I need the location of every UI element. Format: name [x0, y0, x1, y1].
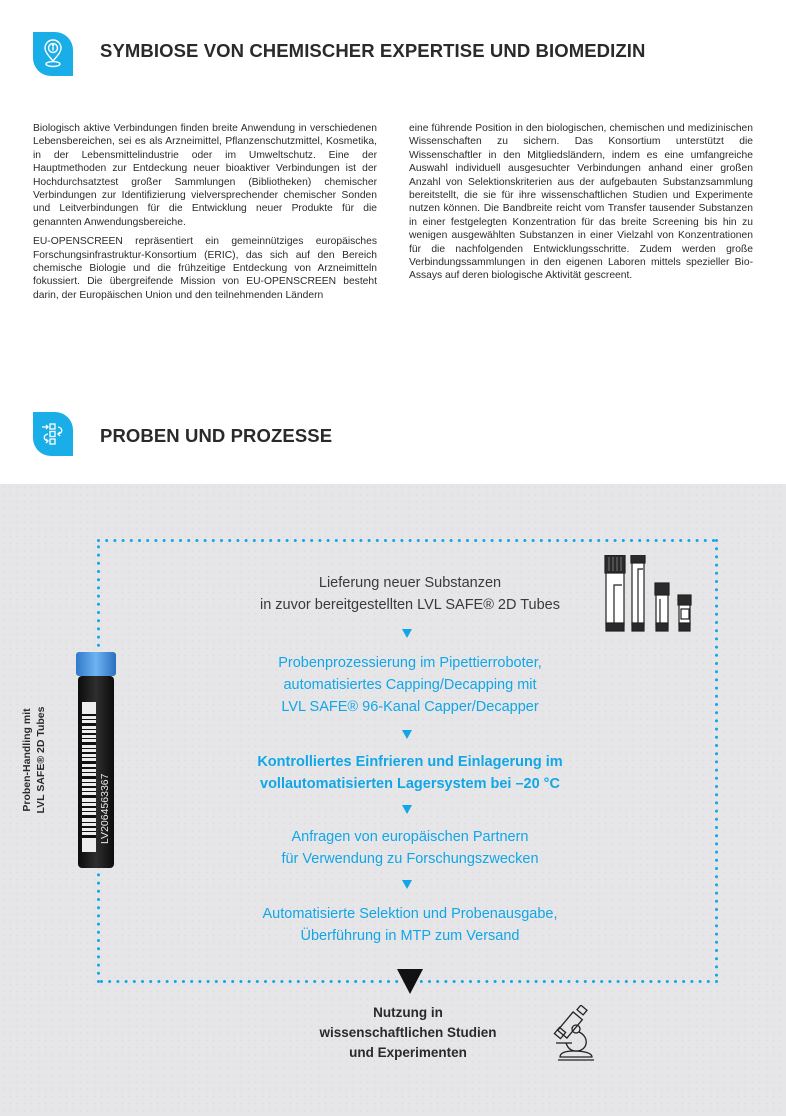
- flow-step-delivery: [180, 572, 640, 616]
- microscope-icon: [552, 1005, 598, 1063]
- step-line: für Verwendung zu Forschungszwecken: [281, 851, 539, 867]
- text-column-right: [409, 122, 753, 289]
- side-label-line: LVL SAFE® 2D Tubes: [35, 706, 47, 814]
- final-usage-text: [280, 1003, 536, 1063]
- step-line: Automatisierte Selektion und Probenausgabe,: [262, 906, 558, 922]
- step-line: Lieferung neuer Substanzen: [318, 575, 502, 591]
- flow-arrow-icon: [402, 880, 412, 889]
- tube-barcode-text: LV2064563367: [99, 773, 111, 844]
- flow-step-processing: [180, 652, 640, 718]
- flow-step-freezing: [180, 751, 640, 795]
- output-arrow-icon: [397, 969, 423, 994]
- section-title-proben: PROBEN UND PROZESSE: [100, 425, 333, 446]
- step-line: vollautomatisierten Lagersystem bei –20 °C: [260, 776, 560, 792]
- section-title-symbiose: SYMBIOSE VON CHEMISCHER EXPERTISE UND BIOMEDIZIN: [100, 40, 646, 61]
- flow-arrow-icon: [402, 730, 412, 739]
- text-column-left: [33, 122, 377, 308]
- flow-step-selection: [180, 903, 640, 947]
- step-line: LVL SAFE® 96-Kanal Capper/Decapper: [281, 699, 539, 715]
- flow-arrow-icon: [402, 805, 412, 814]
- sample-tube-image: [74, 652, 122, 870]
- paragraph: eine führende Position in den biologischen, chemischen und medizinischen Wissenschaften zu sichern. Das Konsortium unterstützt die Wissenschaftler in den Mitgliedsländern, indem es eine umfangreiche Auswahl individuell ausgesuchter Verbindungen anhand einer großen Anzahl von Selektionskriterien aus der aufgebauten Substanzsammlung bereitstellt, die sie für ihre wissenschaftlichen Studien und Experimente nutzen können. Die Bandbreite reicht vom Transfer tausender Substanzen in einer festgelegten Konzentration für das breite Screening bis hin zu wenigen ausgewählten Substanzen in einer Vielzahl von Konzentrationen für die nachfolgenden Entwicklungsschritte. Zudem werden große Verbindungssammlungen in den eigenen Laboren mittels spezieller Bio-Assays auf deren biologische Aktivität gescreent.: [409, 123, 753, 282]
- side-label-line: Proben-Handling mit: [21, 708, 33, 812]
- process-flow-icon: [33, 412, 73, 456]
- side-label-proben-handling: [20, 707, 48, 814]
- flow-step-requests: [180, 826, 640, 870]
- step-line: Kontrolliertes Einfrieren und Einlagerung im: [257, 754, 563, 770]
- step-line: Anfragen von europäischen Partnern: [291, 829, 529, 845]
- final-line: wissenschaftlichen Studien: [319, 1025, 497, 1040]
- step-line: in zuvor bereitgestellten LVL SAFE® 2D Tubes: [259, 597, 561, 613]
- step-line: Probenprozessierung im Pipettierroboter,: [278, 655, 542, 671]
- location-info-icon: [33, 32, 73, 76]
- step-line: Überführung in MTP zum Versand: [300, 928, 520, 944]
- final-line: Nutzung in: [373, 1005, 443, 1020]
- final-line: und Experimenten: [349, 1045, 467, 1060]
- step-line: automatisiertes Capping/Decapping mit: [283, 677, 537, 693]
- paragraph: Biologisch aktive Verbindungen finden breite Anwendung in verschiedenen Lebensbereichen, sei es als Arzneimittel, Pflanzenschutzmittel, Kosmetika, in der Lebensmittelindustrie oder im Umweltschutz. Eine der Hauptmethoden zur Entdeckung neuer bioaktiver Verbindungen ist der Hochdurchsatztest großer Sammlungen (Bibliotheken) chemischer Verbindungen zur Identifizierung vielversprechender chemischer Sonden und Leitverbindungen für die Entwicklung neuer Produkte für die genannten Anwendungsbereiche.: [33, 123, 377, 228]
- flow-arrow-icon: [402, 629, 412, 638]
- paragraph: EU-OPENSCREEN repräsentiert ein gemeinnütziges europäisches Forschungsinfrastruktur-Konsortium (ERIC), das sich auf den Bereich chemische Biologie und die frühzeitige Entdeckung von Arzneimitteln fokussiert. Die übergreifende Mission von EU-OPENSCREEN besteht darin, der Europäischen Union und den teilnehmenden Ländern: [33, 236, 377, 301]
